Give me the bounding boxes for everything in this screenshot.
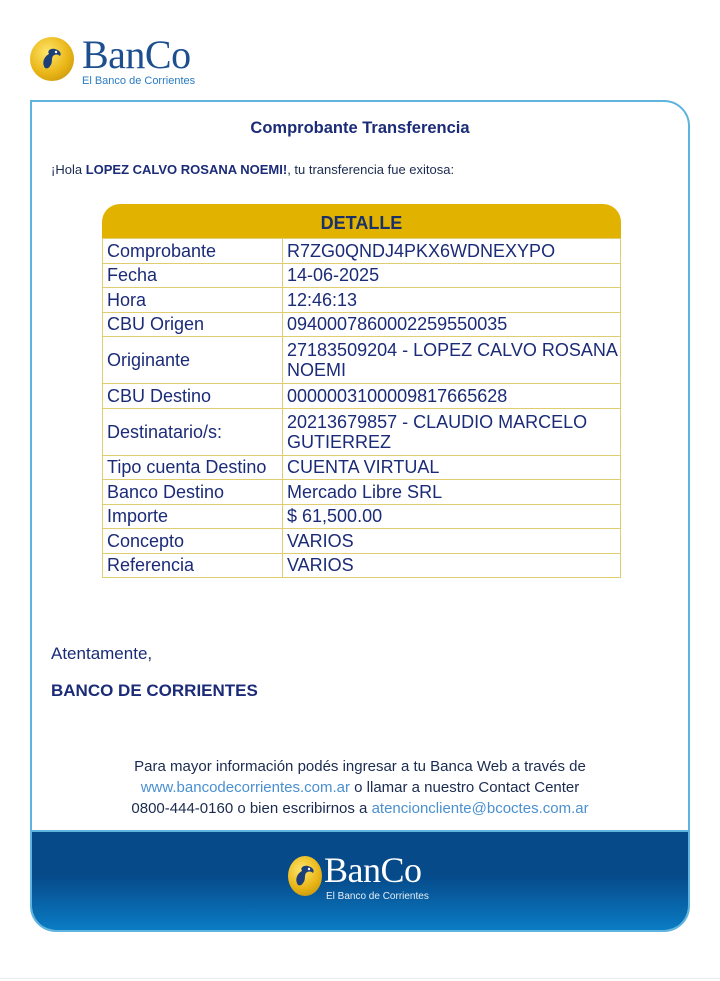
detail-table: [102, 204, 621, 578]
footer-logo: [288, 850, 438, 911]
row-label: Comprobante: [103, 239, 283, 264]
info-line-1: Para mayor información podés ingresar a tu Banca Web a través de: [134, 758, 586, 775]
table-row: [103, 455, 621, 480]
email-link[interactable]: atencioncliente@bcoctes.com.ar: [371, 800, 589, 817]
customer-name: LOPEZ CALVO ROSANA NOEMI!: [85, 162, 288, 177]
info-line-3: 0800-444-0160 o bien escribirnos a: [131, 800, 372, 817]
row-value: 0000003100009817665628: [283, 384, 621, 409]
greeting-suffix: , tu transferencia fue exitosa:: [287, 162, 455, 177]
row-label: Referencia: [103, 553, 283, 578]
row-label: Fecha: [103, 263, 283, 288]
signature: BANCO DE CORRIENTES: [51, 681, 258, 700]
row-label: Hora: [103, 288, 283, 313]
receipt-card: [30, 100, 690, 932]
greeting-prefix: ¡Hola: [51, 162, 86, 177]
row-label: Concepto: [103, 529, 283, 554]
row-label: CBU Origen: [103, 312, 283, 337]
table-row: [103, 553, 621, 578]
divider: [0, 978, 720, 979]
row-value: R7ZG0QNDJ4PKX6WDNEXYPO: [283, 239, 621, 264]
table-row: [103, 529, 621, 554]
row-value: 20213679857 - CLAUDIO MARCELO GUTIERREZ: [283, 408, 621, 455]
table-row: [103, 384, 621, 409]
table-row: [103, 337, 621, 384]
brand-name: BanCo: [82, 32, 191, 77]
row-value: VARIOS: [283, 529, 621, 554]
greeting: [51, 162, 454, 177]
row-value: 0940007860002259550035: [283, 312, 621, 337]
table-row: [103, 504, 621, 529]
row-label: CBU Destino: [103, 384, 283, 409]
table-row: [103, 288, 621, 313]
fish-coin-icon: [288, 856, 322, 896]
row-label: Destinatario/s:: [103, 408, 283, 455]
table-row: [103, 239, 621, 264]
receipt-title: Comprobante Transferencia: [250, 119, 470, 137]
footer-banner: [32, 830, 688, 930]
header-logo: [30, 32, 210, 90]
row-label: Tipo cuenta Destino: [103, 455, 283, 480]
footer-brand-name: BanCo: [324, 850, 422, 890]
row-value: Mercado Libre SRL: [283, 480, 621, 505]
closing-text: Atentamente,: [51, 644, 153, 663]
footer-brand-subtitle: El Banco de Corrientes: [326, 891, 429, 902]
row-value: 14-06-2025: [283, 263, 621, 288]
detail-header: DETALLE: [102, 204, 621, 238]
row-label: Banco Destino: [103, 480, 283, 505]
row-label: Importe: [103, 504, 283, 529]
row-value: CUENTA VIRTUAL: [283, 455, 621, 480]
contact-info: [32, 756, 688, 819]
row-value: 12:46:13: [283, 288, 621, 313]
row-value: $ 61,500.00: [283, 504, 621, 529]
row-value: 27183509204 - LOPEZ CALVO ROSANA NOEMI: [283, 337, 621, 384]
row-label: Originante: [103, 337, 283, 384]
website-link[interactable]: www.bancodecorrientes.com.ar: [140, 779, 350, 796]
table-row: [103, 480, 621, 505]
table-row: [103, 408, 621, 455]
brand-subtitle: El Banco de Corrientes: [82, 75, 196, 87]
table-row: [103, 312, 621, 337]
table-row: [103, 263, 621, 288]
row-value: VARIOS: [283, 553, 621, 578]
info-line-2: o llamar a nuestro Contact Center: [349, 779, 580, 796]
fish-coin-icon: [30, 37, 74, 81]
